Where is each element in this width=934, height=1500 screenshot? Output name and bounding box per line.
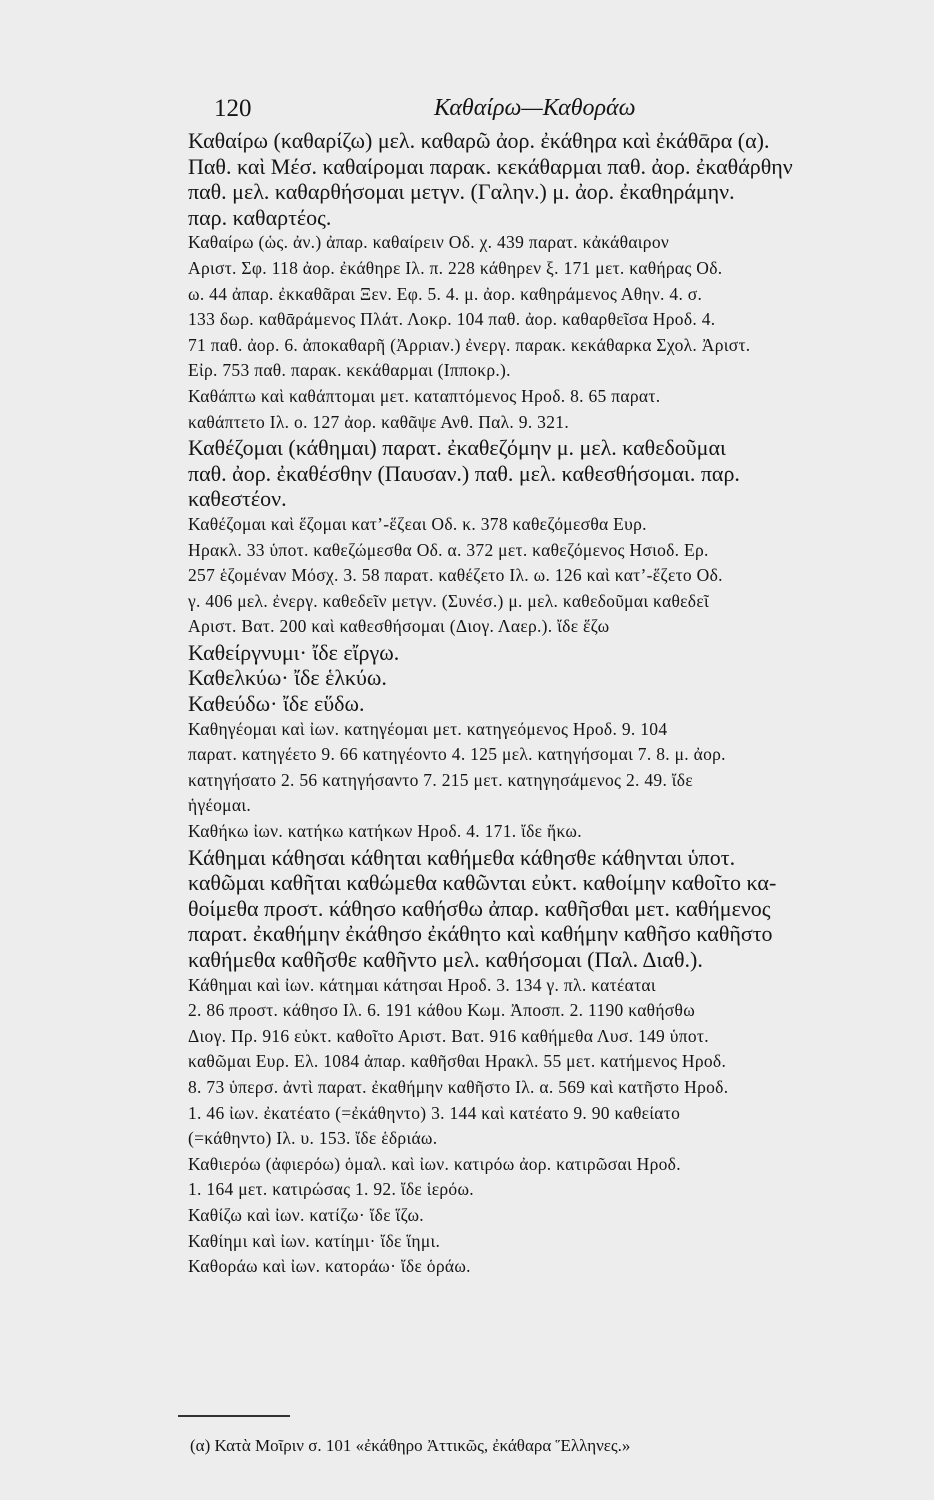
text-line: Παθ. καὶ Μέσ. καθαίρομαι παρακ. κεκάθαρμαι παθ. ἀορ. ἐκαθάρθην [188, 153, 793, 179]
text-line: Εἰρ. 753 παθ. παρακ. κεκάθαρμαι (Ιπποκρ.). [188, 360, 511, 381]
text-line: Αριστ. Σφ. 118 ἀορ. ἐκάθηρε Ιλ. π. 228 κάθηρεν ξ. 171 μετ. καθήρας Οδ. [188, 257, 723, 278]
text-line: κατηγήσατο 2. 56 κατηγήσαντο 7. 215 μετ. κατηγησάμενος 2. 49. ἴδε [188, 769, 694, 790]
text-line: Καθίζω καὶ ἰων. κατίζω· ἴδε ἵζω. [188, 1204, 424, 1225]
text-line: Διογ. Πρ. 916 εὐκτ. καθοῖτο Αριστ. Βατ. 916 καθήμεθα Λυσ. 149 ὑποτ. [188, 1025, 709, 1046]
text-line: παθ. μελ. καθαρθήσομαι μετγν. (Γαλην.) μ. ἀορ. ἐκαθηράμην. [188, 179, 735, 205]
text-line: Καθαίρω (ὡς. ἀν.) ἀπαρ. καθαίρειν Οδ. χ. 439 παρατ. κἀκάθαιρον [188, 232, 670, 253]
text-line: 2. 86 προστ. κάθησο Ιλ. 6. 191 κάθου Κωμ. Ἀποσπ. 2. 1190 καθήσθω [188, 1000, 696, 1021]
text-line: Καθοράω καὶ ἰων. κατοράω· ἴδε ὁράω. [188, 1256, 471, 1277]
text-line: Κάθημαι κάθησαι κάθηται καθήμεθα κάθησθε κάθηνται ὑποτ. [188, 844, 736, 870]
text-line: καθάπτετο Ιλ. ο. 127 ἀορ. καθᾶψε Ανθ. Παλ. 9. 321. [188, 411, 569, 432]
text-line: θοίμεθα προστ. κάθησο καθήσθω ἀπαρ. καθῆσθαι μετ. καθήμενος [188, 895, 771, 921]
text-line: καθεστέον. [188, 486, 287, 512]
footnote: (α) Κατὰ Μοῖριν σ. 101 «ἐκάθηρο Ἀττικῶς, ἐκάθαρα Ἕλληνες.» [190, 1436, 631, 1455]
text-line: παρ. καθαρτέος. [188, 204, 332, 230]
text-line: 133 δωρ. καθᾱράμενος Πλάτ. Λοκρ. 104 παθ. ἀορ. καθαρθεῖσα Ηροδ. 4. [188, 309, 716, 330]
text-line: 1. 164 μετ. κατιρώσας 1. 92. ἴδε ἱερόω. [188, 1179, 474, 1200]
text-line: Καθαίρω (καθαρίζω) μελ. καθαρῶ ἀορ. ἐκάθηρα καὶ ἐκάθᾱρα (α). [188, 128, 770, 153]
page-header [214, 95, 874, 129]
text-line: Ηρακλ. 33 ὑποτ. καθεζώμεσθα Οδ. α. 372 μετ. καθεζόμενος Ησιοδ. Ερ. [188, 539, 709, 560]
text-line: ω. 44 ἀπαρ. ἐκκαθᾶραι Ξεν. Εφ. 5. 4. μ. ἀορ. καθηράμενος Αθην. 4. σ. [188, 283, 703, 304]
text-line: 71 παθ. ἀορ. 6. ἀποκαθαρῆ (Ἀρριαν.) ἐνεργ. παρακ. κεκάθαρκα Σχολ. Ἀριστ. [188, 334, 751, 355]
text-line: γ. 406 μελ. ἐνεργ. καθεδεῖν μετγν. (Συνέσ.) μ. μελ. καθεδοῦμαι καθεδεῖ [188, 590, 709, 611]
text-line: παρατ. κατηγέετο 9. 66 κατηγέοντο 4. 125 μελ. κατηγήσομαι 7. 8. μ. ἀορ. [188, 744, 726, 765]
text-line: Καθελκύω· ἴδε ἑλκύω. [188, 665, 387, 691]
text-line: Καθείργνυμι· ἴδε εἴργω. [188, 639, 400, 665]
running-title: Καθαίρω—Καθοράω [434, 95, 636, 121]
text-line: παρατ. ἐκαθήμην ἐκάθησο ἐκάθητο καὶ καθήμην καθῆσο καθῆστο [188, 921, 773, 947]
text-line: Κάθημαι καὶ ἰων. κάτημαι κάτησαι Ηροδ. 3. 134 γ. πλ. κατέαται [188, 974, 656, 995]
dictionary-body [188, 128, 900, 1280]
text-line: Καθέζομαι (κάθημαι) παρατ. ἐκαθεζόμην μ. μελ. καθεδοῦμαι [188, 435, 726, 461]
text-line: 8. 73 ὑπερσ. ἀντὶ παρατ. ἐκαθήμην καθῆστο Ιλ. α. 569 καὶ κατῆστο Ηροδ. [188, 1076, 729, 1097]
text-line: Καθάπτω καὶ καθάπτομαι μετ. καταπτόμενος Ηροδ. 8. 65 παρατ. [188, 385, 661, 406]
text-line: Καθιερόω (ἀφιερόω) ὁμαλ. καὶ ἰων. κατιρόω ἀορ. κατιρῶσαι Ηροδ. [188, 1153, 681, 1174]
text-line: Καθηγέομαι καὶ ἰων. κατηγέομαι μετ. κατηγεόμενος Ηροδ. 9. 104 [188, 718, 668, 739]
text-line: 1. 46 ἰων. ἐκατέατο (=ἐκάθηντο) 3. 144 καὶ κατέατο 9. 90 καθείατο [188, 1102, 681, 1123]
text-line: καθῶμαι καθῆται καθώμεθα καθῶνται εὐκτ. καθοίμην καθοῖτο κα- [188, 870, 777, 896]
text-line: Αριστ. Βατ. 200 καὶ καθεσθήσομαι (Διογ. Λαερ.). ἴδε ἕζω [188, 616, 610, 637]
text-line: Καθήκω ἰων. κατήκω κατήκων Ηροδ. 4. 171. ἴδε ἥκω. [188, 821, 582, 842]
text-line: καθῶμαι Ευρ. Ελ. 1084 ἀπαρ. καθῆσθαι Ηρακλ. 55 μετ. κατήμενος Ηροδ. [188, 1051, 727, 1072]
text-line: Καθεύδω· ἴδε εὕδω. [188, 691, 365, 717]
text-line: καθήμεθα καθῆσθε καθῆντο μελ. καθήσομαι (Παλ. Διαθ.). [188, 947, 703, 972]
text-line: 257 ἑζομέναν Μόσχ. 3. 58 παρατ. καθέζετο Ιλ. ω. 126 καὶ κατ’-ἕζετο Οδ. [188, 565, 723, 586]
text-line: Καθίημι καὶ ἰων. κατίημι· ἴδε ἵημι. [188, 1230, 441, 1251]
page-number: 120 [214, 95, 252, 122]
text-line: Καθέζομαι καὶ ἕζομαι κατ’-ἕζεαι Οδ. κ. 378 καθεζόμεσθα Ευρ. [188, 513, 647, 534]
text-line: (=κάθηντο) Ιλ. υ. 153. ἴδε ἑδριάω. [188, 1128, 438, 1149]
footnote-divider [178, 1415, 290, 1417]
text-line: παθ. ἀορ. ἐκαθέσθην (Παυσαν.) παθ. μελ. καθεσθήσομαι. παρ. [188, 460, 740, 486]
text-line: ἡγέομαι. [188, 795, 252, 816]
